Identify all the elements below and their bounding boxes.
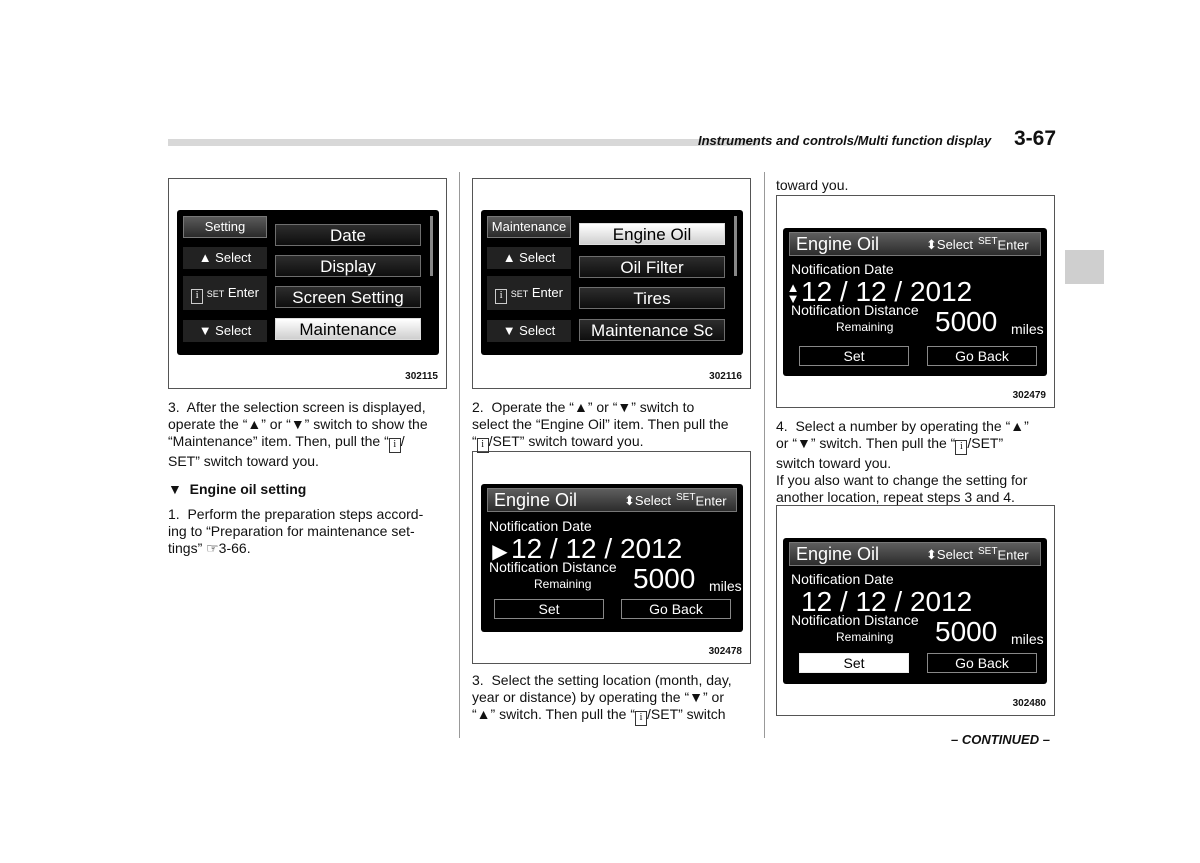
section-tab (1065, 250, 1104, 284)
page-number: 3-67 (1014, 127, 1057, 150)
pointer-marker: ▶ (492, 541, 508, 563)
enter-hint: $^{SET}$Enter (676, 492, 727, 509)
col3-toward: toward you. (776, 177, 849, 193)
scrollbar (734, 216, 737, 276)
menu-item-maintenance[interactable]: Maintenance (275, 318, 421, 340)
menu-title: Setting (183, 216, 267, 238)
distance-value[interactable]: 5000 (935, 616, 998, 647)
figure-number: 302115 (405, 371, 438, 382)
set-button[interactable]: Set (799, 653, 909, 673)
col2-step3: 3. Select the setting location (month, day, year or distance) by operating the “▼” or “▲” switch. Then pull the “ i /SET” switch (472, 672, 732, 726)
notification-date[interactable]: 12 / 12 / 2012 (801, 276, 973, 307)
menu-item-date[interactable]: Date (275, 224, 421, 246)
menu-item-maintenance-schedule[interactable]: Maintenance Sc (579, 319, 725, 341)
notification-date-label: Notification Date (791, 571, 894, 587)
menu-item-oil-filter[interactable]: Oil Filter (579, 256, 725, 278)
notification-distance-label: Notification Distance (791, 612, 919, 628)
notification-date-label: Notification Date (791, 261, 894, 277)
menu-item-display[interactable]: Display (275, 255, 421, 277)
select-down-hint: ▼ Select (183, 320, 267, 342)
info-icon: i (635, 711, 647, 726)
column-divider (764, 172, 765, 738)
info-icon: i (495, 289, 507, 304)
remaining-label: Remaining (836, 320, 894, 334)
scrollbar (430, 216, 433, 276)
maintenance-menu-display (481, 210, 743, 355)
engine-oil-display (783, 228, 1047, 376)
notification-distance-label: Notification Distance (791, 302, 919, 318)
up-icon: ▲ (1010, 418, 1025, 434)
notification-date[interactable]: 12 / 12 / 2012 (511, 533, 683, 564)
up-icon: ▲ (476, 706, 491, 722)
down-icon: ▼ (689, 689, 703, 705)
col3-step4: 4. Select a number by operating the “▲” or “▼” switch. Then pull the “ i /SET” switch toward you. If you also want to change the setting for another location, repeat steps 3 and 4. (776, 418, 1029, 505)
up-icon: ▲ (247, 416, 262, 432)
setting-menu-display (177, 210, 439, 355)
up-icon: ▲ (573, 399, 588, 415)
up-down-marker: ▲ ▼ (786, 280, 800, 306)
column-divider (459, 172, 460, 738)
info-icon: i (191, 289, 203, 304)
figure-302478 (472, 451, 751, 664)
select-up-hint: ▲ Select (183, 247, 267, 269)
section-heading: ▼ Engine oil setting (168, 481, 307, 497)
display-header (789, 232, 1041, 256)
set-button[interactable]: Set (799, 346, 909, 366)
notification-distance-label: Notification Distance (489, 559, 617, 575)
figure-number: 302479 (1012, 390, 1046, 401)
select-down-hint: ▼ Select (487, 320, 571, 342)
col1-step1: 1. Perform the preparation steps accord- ing to “Preparation for maintenance set- tings” ☞3-66. (168, 506, 424, 556)
remaining-label: Remaining (836, 630, 894, 644)
select-up-hint: ▲ Select (487, 247, 571, 269)
set-button[interactable]: Set (494, 599, 604, 619)
info-set-hint: i SET Enter (487, 276, 571, 310)
figure-302480 (776, 505, 1055, 716)
header-rule (168, 139, 758, 146)
go-back-button[interactable]: Go Back (927, 346, 1037, 366)
display-title: Engine Oil (796, 544, 880, 564)
menu-title: Maintenance (487, 216, 571, 238)
info-icon: i (955, 440, 967, 455)
select-hint: ⬍Select (624, 493, 672, 508)
menu-item-screen-setting[interactable]: Screen Setting (275, 286, 421, 308)
engine-oil-display (783, 538, 1047, 684)
down-icon: ▼ (797, 435, 811, 451)
col2-step2: 2. Operate the “▲” or “▼” switch to select the “Engine Oil” item. Then pull the “ i /SET” switch toward you. (472, 399, 729, 453)
select-hint: ⬍Select (926, 547, 974, 562)
info-icon: i (477, 438, 489, 453)
figure-302479 (776, 195, 1055, 408)
distance-value[interactable]: 5000 (633, 563, 696, 594)
figure-number: 302478 (708, 646, 742, 657)
figure-302115 (168, 178, 447, 389)
remaining-label: Remaining (534, 577, 592, 591)
continued-label: – CONTINUED – (951, 732, 1050, 747)
notification-date[interactable]: 12 / 12 / 2012 (801, 586, 973, 617)
section-marker-icon: ▼ (168, 481, 182, 497)
enter-hint: $^{SET}$Enter (978, 546, 1029, 563)
enter-hint: Enter (227, 285, 259, 300)
engine-oil-display (481, 484, 743, 632)
go-back-button[interactable]: Go Back (927, 653, 1037, 673)
figure-302116 (472, 178, 751, 389)
figure-number: 302480 (1012, 698, 1046, 709)
notification-date-label: Notification Date (489, 518, 592, 534)
menu-item-tires[interactable]: Tires (579, 287, 725, 309)
display-header (789, 542, 1041, 566)
menu-item-engine-oil[interactable]: Engine Oil (579, 223, 725, 245)
down-icon: ▼ (617, 399, 632, 415)
display-header (487, 488, 737, 512)
info-set-hint: i SET Enter (183, 276, 267, 310)
enter-hint: $^{SET}$Enter (978, 236, 1029, 253)
distance-unit: miles (709, 578, 742, 594)
col1-step3: 3. After the selection screen is displayed, operate the “▲” or “▼” switch to show the “Maintenance” item. Then, pull the “ i / SET” switch toward you. (168, 399, 428, 469)
go-back-button[interactable]: Go Back (621, 599, 731, 619)
select-hint: ⬍Select (926, 237, 974, 252)
display-title: Engine Oil (494, 490, 578, 510)
display-title: Engine Oil (796, 234, 880, 254)
info-icon: i (389, 438, 401, 453)
figure-number: 302116 (709, 371, 742, 382)
distance-unit: miles (1011, 321, 1044, 337)
enter-hint: Enter (531, 285, 563, 300)
header-title: Instruments and controls/Multi function display (698, 133, 992, 148)
distance-unit: miles (1011, 631, 1044, 647)
down-icon: ▼ (290, 416, 305, 432)
distance-value[interactable]: 5000 (935, 306, 998, 337)
